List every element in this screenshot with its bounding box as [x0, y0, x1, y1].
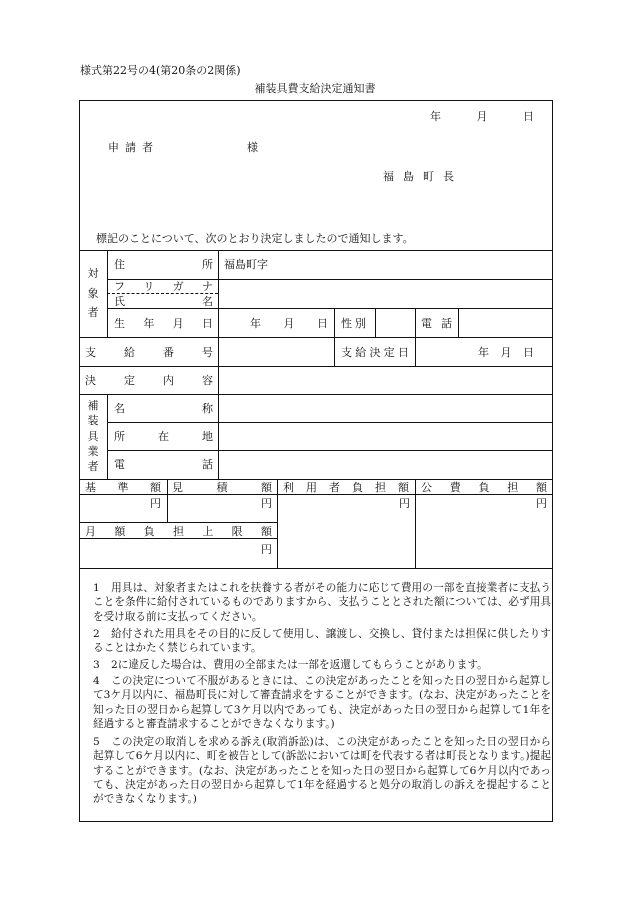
rule-vendor-group-divider [107, 394, 108, 479]
birthdate-value [250, 318, 328, 329]
name-label-char-1: 氏 [114, 295, 125, 308]
estimate-amount-yen: 円 [261, 497, 272, 510]
note-5-text: この決定の取消しを求める訴え(取消訴訟)は、この決定があったことを知った日の翌日から起算して6ケ月以内に、町を被告として(訴訟においては町を代表する者は町長となります。)提起することができます。(なお、決定があったことを知った日の翌日から起算して6ケ月以内であっても、決定があった日の翌日から起算して1年を経過すると処分の取消しの訴えを提起することができなくなります。) [93, 736, 551, 806]
birthdate-label [114, 318, 213, 329]
standard-amount-label-char-2: 準 [117, 481, 129, 494]
furigana-label [114, 281, 213, 292]
monthly-cap-label-char-5: 上 [202, 525, 214, 538]
birth-day-label: 日 [317, 317, 328, 330]
rule-vendor-bottom [79, 479, 553, 480]
monthly-cap-yen: 円 [261, 543, 272, 556]
name-label [114, 296, 213, 307]
rule-decision-bottom [79, 394, 553, 395]
decision-month-label: 月 [500, 346, 512, 359]
note-2 [93, 627, 551, 656]
decision-content-label-char-2: 定 [124, 374, 135, 387]
monthly-cap-label-char-4: 担 [172, 525, 184, 538]
note-1-number: 1 [93, 582, 100, 594]
rule-phone-label-divider [415, 308, 416, 366]
decision-date-label-char-1: 支 [341, 346, 352, 359]
payment-number-label-char-1: 支 [85, 346, 96, 359]
decision-date-label-char-2: 給 [355, 346, 367, 359]
user-burden-label-char-6: 額 [398, 481, 409, 494]
form-number: 様式第22号の4(第20条の2関係) [80, 64, 241, 77]
estimate-amount-label-char-1: 見 [172, 481, 183, 494]
note-2-number: 2 [93, 628, 100, 640]
user-burden-label-char-4: 負 [352, 481, 363, 494]
issue-month-label: 月 [476, 110, 488, 123]
vendor-group-char-4: 業 [87, 444, 99, 458]
decision-date-value [478, 347, 534, 358]
note-2-text: 給付された用具をその目的に反して使用し、譲渡し、交換し、貸付または担保に供したりすることはかたく禁じられています。 [93, 628, 551, 655]
public-burden-label-char-1: 公 [421, 481, 432, 494]
decision-date-label-char-5: 日 [398, 346, 409, 359]
standard-amount-yen: 円 [150, 497, 161, 510]
note-5 [93, 735, 551, 806]
user-burden-yen: 円 [399, 497, 410, 510]
rule-name-bottom [107, 308, 553, 309]
vendor-group-label [86, 400, 100, 472]
subject-group-char-1: 対 [87, 267, 99, 280]
intro-sentence: 標記のことについて、次のとおり決定しましたので通知します。 [96, 232, 414, 245]
birthdate-label-char-4: 日 [201, 317, 213, 330]
vendor-name-label-char-1: 名 [114, 402, 125, 415]
rule-vendor-location-bottom [107, 450, 553, 451]
payment-number-label-char-3: 番 [163, 346, 174, 359]
rule-amount-header-bottom [79, 494, 553, 495]
rule-label-column [218, 250, 219, 479]
public-burden-label-char-2: 費 [449, 481, 461, 494]
vendor-name-label-char-2: 称 [202, 402, 213, 415]
standard-amount-label-char-3: 額 [150, 481, 161, 494]
note-1-text: 用具は、対象者またはこれを扶養する者がその能力に応じて費用の一部を直接業者に支払うことを条件に給付されているものでありますから、支払うこととされた額については、必ず用具を受け取る前に支払ってください。 [93, 582, 551, 623]
furigana-label-char-3: ガ [172, 280, 184, 293]
rule-subject-group-divider [107, 250, 108, 337]
birthdate-label-char-3: 月 [172, 317, 184, 330]
rule-birth-sex-divider [334, 308, 335, 366]
birth-month-label: 月 [283, 317, 295, 330]
decision-year-label: 年 [478, 346, 489, 359]
note-4-text: この決定について不服があるときには、この決定があったことを知った日の翌日から起算して3ケ月以内に、福島町長に対して審査請求をすることができます。(なお、決定があったことを知った日の翌日から起算して3ケ月以内であっても、決定があった日の翌日から起算して1年を経過すると審査請求することができなくなります。) [93, 675, 551, 730]
phone-label: 電話 [421, 317, 461, 330]
address-value: 福島町字 [224, 258, 268, 271]
vendor-phone-label-char-2: 話 [202, 458, 213, 471]
monthly-cap-label-char-3: 負 [143, 525, 155, 538]
subject-group-char-3: 者 [87, 306, 99, 319]
note-3-text: 2に違反した場合は、費用の全部または一部を返還してもらうことがあります。 [111, 659, 488, 671]
rule-amount-values-bottom [79, 522, 277, 523]
rule-amount-col-1 [167, 479, 168, 522]
payment-number-label [85, 347, 213, 358]
monthly-cap-label [85, 526, 272, 537]
sex-label: 性別 [341, 317, 369, 330]
note-4 [93, 674, 551, 731]
rule-payment-bottom [79, 366, 553, 367]
decision-date-label-char-4: 定 [383, 346, 395, 359]
address-label-char-2: 所 [202, 258, 213, 271]
vendor-group-char-5: 者 [87, 460, 99, 473]
rule-sex-value-divider [375, 308, 376, 337]
vendor-phone-label [114, 459, 213, 470]
monthly-cap-label-char-1: 月 [85, 525, 96, 538]
vendor-group-char-2: 装 [87, 414, 99, 428]
birth-year-label: 年 [250, 317, 261, 330]
issue-year-label: 年 [430, 110, 441, 123]
birthdate-label-char-2: 年 [143, 317, 155, 330]
issue-day-label: 日 [523, 110, 534, 123]
decision-content-label [85, 375, 213, 386]
user-burden-label [283, 482, 409, 493]
rule-subject-bottom [79, 337, 553, 338]
name-label-char-2: 名 [202, 295, 213, 308]
rule-amount-col-3 [415, 479, 416, 568]
subject-group-char-2: 象 [87, 286, 99, 300]
user-burden-label-char-5: 担 [375, 481, 386, 494]
birthdate-label-char-1: 生 [114, 317, 125, 330]
document-title: 補装具費支給決定通知書 [254, 82, 376, 95]
public-burden-label [421, 482, 547, 493]
furigana-label-char-4: ナ [201, 280, 213, 293]
rule-amount-col-2 [277, 479, 278, 568]
rule-furigana-mid [107, 293, 218, 294]
rule-subject-top [79, 250, 553, 251]
note-3-number: 3 [93, 659, 100, 671]
applicant-honorific: 様 [247, 141, 258, 154]
vendor-location-label-char-2: 在 [158, 430, 169, 443]
note-1 [93, 581, 551, 624]
estimate-amount-label-char-3: 額 [261, 481, 272, 494]
estimate-amount-label-char-2: 積 [216, 481, 228, 494]
payment-number-label-char-4: 号 [202, 346, 213, 359]
decision-content-label-char-3: 内 [163, 374, 174, 387]
monthly-cap-label-char-2: 額 [114, 525, 126, 538]
note-5-number: 5 [93, 736, 100, 748]
monthly-cap-label-char-6: 限 [231, 525, 243, 538]
rule-vendor-name-bottom [107, 422, 553, 423]
vendor-group-char-3: 具 [87, 429, 99, 443]
decision-content-label-char-1: 決 [85, 374, 96, 387]
furigana-label-char-2: リ [143, 280, 155, 293]
vendor-location-label-char-3: 地 [202, 430, 213, 443]
public-burden-label-char-5: 額 [536, 481, 547, 494]
decision-date-label-char-3: 決 [369, 346, 381, 359]
decision-day-label: 日 [523, 346, 534, 359]
vendor-location-label [114, 431, 213, 442]
vendor-phone-label-char-1: 電 [114, 458, 125, 471]
decision-date-label [341, 347, 409, 358]
note-4-number: 4 [93, 675, 100, 687]
public-burden-label-char-4: 担 [507, 481, 519, 494]
rule-amount-table-bottom [79, 568, 553, 569]
furigana-label-char-1: フ [114, 280, 125, 293]
note-3 [93, 658, 551, 672]
issuer-name: 福島町長 [383, 170, 463, 183]
vendor-group-char-1: 補 [87, 399, 99, 412]
payment-number-label-char-2: 給 [124, 346, 135, 359]
public-burden-label-char-3: 負 [478, 481, 490, 494]
vendor-name-label [114, 403, 213, 414]
address-label [114, 259, 213, 270]
user-burden-label-char-3: 者 [329, 481, 340, 494]
address-label-char-1: 住 [114, 258, 125, 271]
issue-date [430, 111, 534, 122]
standard-amount-label [85, 482, 161, 493]
subject-group-label [86, 268, 100, 318]
standard-amount-label-char-1: 基 [85, 481, 96, 494]
applicant-label: 申請者 [108, 141, 159, 154]
monthly-cap-label-char-7: 額 [260, 525, 272, 538]
user-burden-label-char-2: 用 [306, 481, 317, 494]
public-burden-yen: 円 [536, 497, 547, 510]
decision-content-label-char-4: 容 [202, 374, 213, 387]
vendor-location-label-char-1: 所 [114, 430, 125, 443]
rule-cap-header-bottom [79, 538, 277, 539]
estimate-amount-label [172, 482, 272, 493]
user-burden-label-char-1: 利 [283, 481, 294, 494]
